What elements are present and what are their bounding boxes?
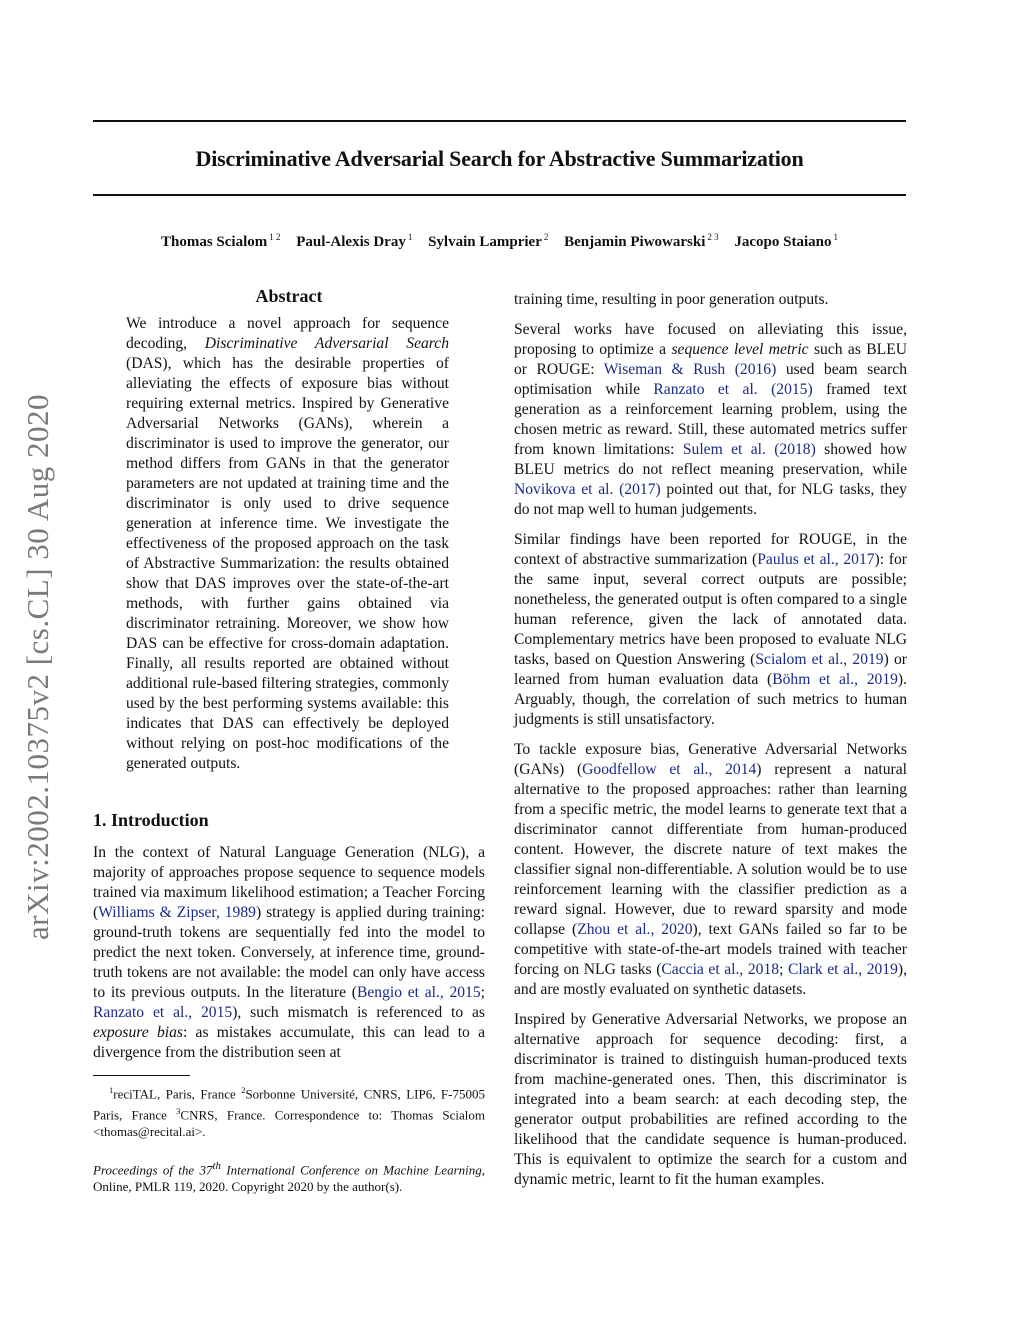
author-list (93, 232, 906, 251)
emphasis: sequence level metric (671, 341, 809, 358)
right-column (514, 290, 907, 1200)
author: Thomas Scialom $^{1 2}$ (161, 232, 281, 250)
affiliation-marker: 1 (407, 232, 413, 242)
intro-paragraph-4: To tackle exposure bias, Generative Adversarial Networks (GANs) (Goodfellow et al., 2014) represent a natural alternative to the proposed approaches: rather than learning from a specific metric, the model learns to generate text that a discriminator cannot differentiate from human-produced content. However, the discrete nature of text makes the classifier signal non-differentiable. A solution would be to use reinforcement learning with the classifier prediction as a reward signal. However, due to reward sparsity and mode collapse (Zhou et al., 2020), text GANs failed so far to be competitive with state-of-the-art models trained with teacher forcing on NLG tasks (Caccia et al., 2018; Clark et al., 2019), and are mostly evaluated on synthetic datasets. (514, 741, 907, 998)
citation-link[interactable]: Scialom et al., 2019 (755, 651, 884, 668)
proceedings-note: Proceedings of the 37th International Conference on Machine Learning, Online, PMLR 119, 2020. Copyright 2020 by the author(s). (93, 1160, 485, 1194)
author: Benjamin Piwowarski $^{2 3}$ (564, 232, 719, 250)
title-rule-bottom (93, 194, 906, 196)
citation-link[interactable]: Zhou et al., 2020 (577, 921, 693, 938)
paper-title: Discriminative Adversarial Search for Abstractive Summarization (195, 146, 804, 171)
author: Paul-Alexis Dray $^1$ (296, 232, 413, 250)
citation-link[interactable]: Paulus et al., 2017 (757, 551, 875, 568)
citation-link[interactable]: Caccia et al., 2018 (661, 961, 780, 978)
emphasis: Discriminative Adversarial Search (204, 335, 449, 352)
left-column (93, 286, 485, 1205)
citation-link[interactable]: Ranzato et al. (2015) (653, 381, 813, 398)
author: Sylvain Lamprier $^2$ (428, 232, 549, 250)
affiliation-marker: 1 (833, 232, 838, 242)
citation-link[interactable]: Williams & Zipser, 1989 (98, 904, 256, 921)
section-heading-introduction: 1. Introduction (93, 810, 209, 830)
citation-link[interactable]: Bengio et al., 2015 (356, 984, 481, 1001)
affiliation-marker: 1 2 (269, 232, 281, 242)
intro-paragraph-5: Inspired by Generative Adversarial Networks, we propose an alternative approach for sequence decoding: first, a discriminator is trained to distinguish human-produced texts from machine-generated ones. Then, this discriminator is integrated into a beam search: at each decoding step, the generator output probabilities are refined according to the likelihood that the candidate sequence is human-produced. This is equivalent to optimize the search for a custom and dynamic metric, learnt to fit the human examples. (514, 1011, 907, 1188)
citation-link[interactable]: Wiseman & Rush (2016) (603, 361, 777, 378)
affiliations-footnote: $^1$reciTAL, Paris, France $^2$Sorbonne Université, CNRS, LIP6, F-75005 Paris, France $^3$CNRS, France. Correspondence to: Thomas Scialom <thomas@recital.ai>. (93, 1085, 485, 1139)
intro-paragraph-2: Several works have focused on alleviating this issue, proposing to optimize a sequence level metric such as BLEU or ROUGE: Wiseman & Rush (2016) used beam search optimisation while Ranzato et al. (2015) framed text generation as a reinforcement learning problem, using the chosen metric as reward. Still, these automated metrics suffer from known limitations: Sulem et al. (2018) showed how BLEU metrics do not reflect meaning preservation, while Novikova et al. (2017) pointed out that, for NLG tasks, they do not map well to human judgements. (514, 321, 907, 518)
citation-link[interactable]: Böhm et al., 2019 (772, 671, 898, 688)
citation-link[interactable]: Ranzato et al., 2015 (93, 1004, 233, 1021)
footnote-rule (93, 1075, 190, 1076)
affiliation-marker: 2 3 (707, 232, 719, 242)
citation-link[interactable]: Goodfellow et al., 2014 (582, 761, 757, 778)
intro-paragraph-1: In the context of Natural Language Generation (NLG), a majority of approaches propose sequence to sequence models trained via maximum likelihood estimation; a Teacher Forcing (Williams & Zipser, 1989) strategy is applied during training: ground-truth tokens are sequentially fed into the model to predict the next token. Conversely, at inference time, ground-truth tokens are not available: the model can only have access to its previous outputs. In the literature (Bengio et al., 2015; Ranzato et al., 2015), such mismatch is referenced to as exposure bias: as mistakes accumulate, this can lead to a divergence from the distribution seen at (93, 844, 485, 1061)
emphasis: exposure bias (93, 1024, 183, 1041)
citation-link[interactable]: Sulem et al. (2018) (682, 441, 816, 458)
abstract-body: We introduce a novel approach for sequence decoding, Discriminative Adversarial Search (DAS), which has the desirable properties of alleviating the effects of exposure bias without requiring external metrics. Inspired by Generative Adversarial Networks (GANs), wherein a discriminator is used to improve the generator, our method differs from GANs in that the generator parameters are not updated at training time and the discriminator is only used to drive sequence generation at inference time. We investigate the effectiveness of the proposed approach on the task of Abstractive Summarization: the results obtained show that DAS improves over the state-of-the-art methods, with further gains obtained via discriminator retraining. Moreover, we show how DAS can be effective for cross-domain adaptation. Finally, all results reported are obtained without additional rule-based filtering strategies, commonly used by the best performing systems available: this indicates that DAS can effectively be deployed without relying on post-hoc modifications of the generated outputs. (126, 315, 449, 772)
abstract-heading: Abstract (255, 286, 323, 306)
citation-link[interactable]: Novikova et al. (2017) (514, 481, 661, 498)
author: Jacopo Staiano $^1$ (734, 232, 838, 250)
arxiv-stamp: arXiv:2002.10375v2 [cs.CL] 30 Aug 2020 (20, 394, 55, 940)
citation-link[interactable]: Clark et al., 2019 (788, 961, 898, 978)
title-rule-top (93, 120, 906, 122)
intro-paragraph-1-continued: training time, resulting in poor generation outputs. (514, 291, 829, 308)
intro-paragraph-3: Similar findings have been reported for ROUGE, in the context of abstractive summarization (Paulus et al., 2017): for the same input, several correct outputs are possible; nonetheless, the generated output is often compared to a single human reference, given the lack of annotated data. Complementary metrics have been proposed to evaluate NLG tasks, based on Question Answering (Scialom et al., 2019) or learned from human evaluation data (Böhm et al., 2019). Arguably, though, the correlation of such metrics to human judgments is still unsatisfactory. (514, 531, 908, 728)
affiliation-marker: 2 (543, 232, 549, 242)
